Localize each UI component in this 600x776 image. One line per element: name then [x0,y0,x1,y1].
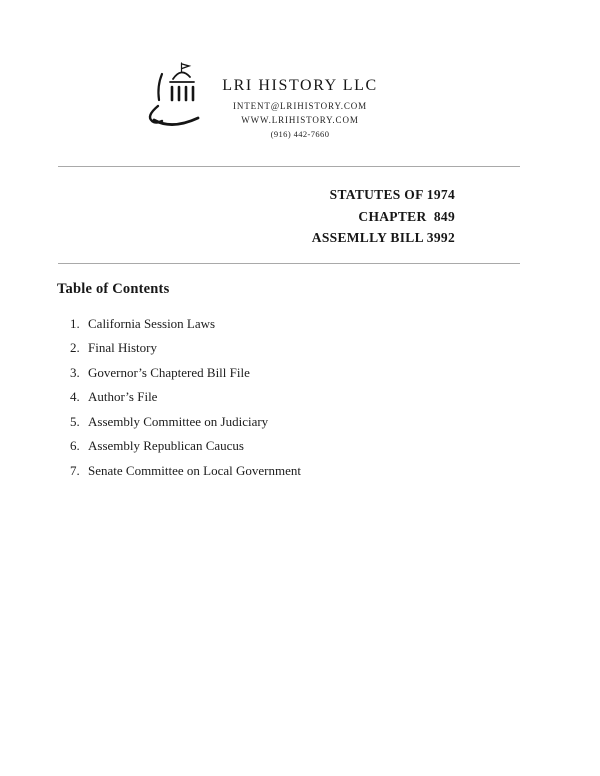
statutes-line: STATUTES OF 1974 [329,187,455,202]
divider-top [58,166,520,167]
letterhead [0,0,600,141]
phone-number: (916) 442-7660 [270,129,330,139]
toc-item-label: Governor’s Chaptered Bill File [88,364,250,380]
toc-item-label: California Session Laws [88,315,216,331]
toc-item [0,385,600,410]
toc-item-label: Final History [88,340,157,355]
contact-block [0,76,600,141]
toc-item [0,361,600,386]
toc-item [0,459,600,484]
toc-item-number: 1. [70,315,80,331]
toc-item-label: Author’s File [88,389,158,404]
toc-item-number: 5. [70,413,80,429]
assembly-bill-line: ASSEMLLY BILL 3992 [311,230,455,245]
toc-item [0,410,600,435]
toc-heading: Table of Contents [57,280,170,297]
toc-item-number: 2. [70,340,80,355]
toc-item-label: Assembly Republican Caucus [88,438,244,453]
toc-item-number: 3. [70,364,80,380]
chapter-line: CHAPTER 849 [358,208,455,224]
company-name: LRI HISTORY LLC [222,77,378,94]
capitol-building-icon [142,58,214,138]
toc-item-number: 4. [70,389,80,404]
website-url: WWW.LRIHISTORY.COM [241,115,359,125]
toc-item-number: 7. [70,462,80,478]
toc-item [0,312,600,337]
divider-bottom [58,263,520,264]
toc-item-label: Assembly Committee on Judiciary [88,413,269,429]
toc-item-label: Senate Committee on Local Government [88,462,301,478]
toc-item [0,336,600,361]
toc-item-number: 6. [70,438,80,453]
toc-item [0,434,600,459]
toc-list [0,312,600,484]
email-address: INTENT@LRIHISTORY.COM [232,101,368,111]
statute-reference-block [0,184,600,249]
